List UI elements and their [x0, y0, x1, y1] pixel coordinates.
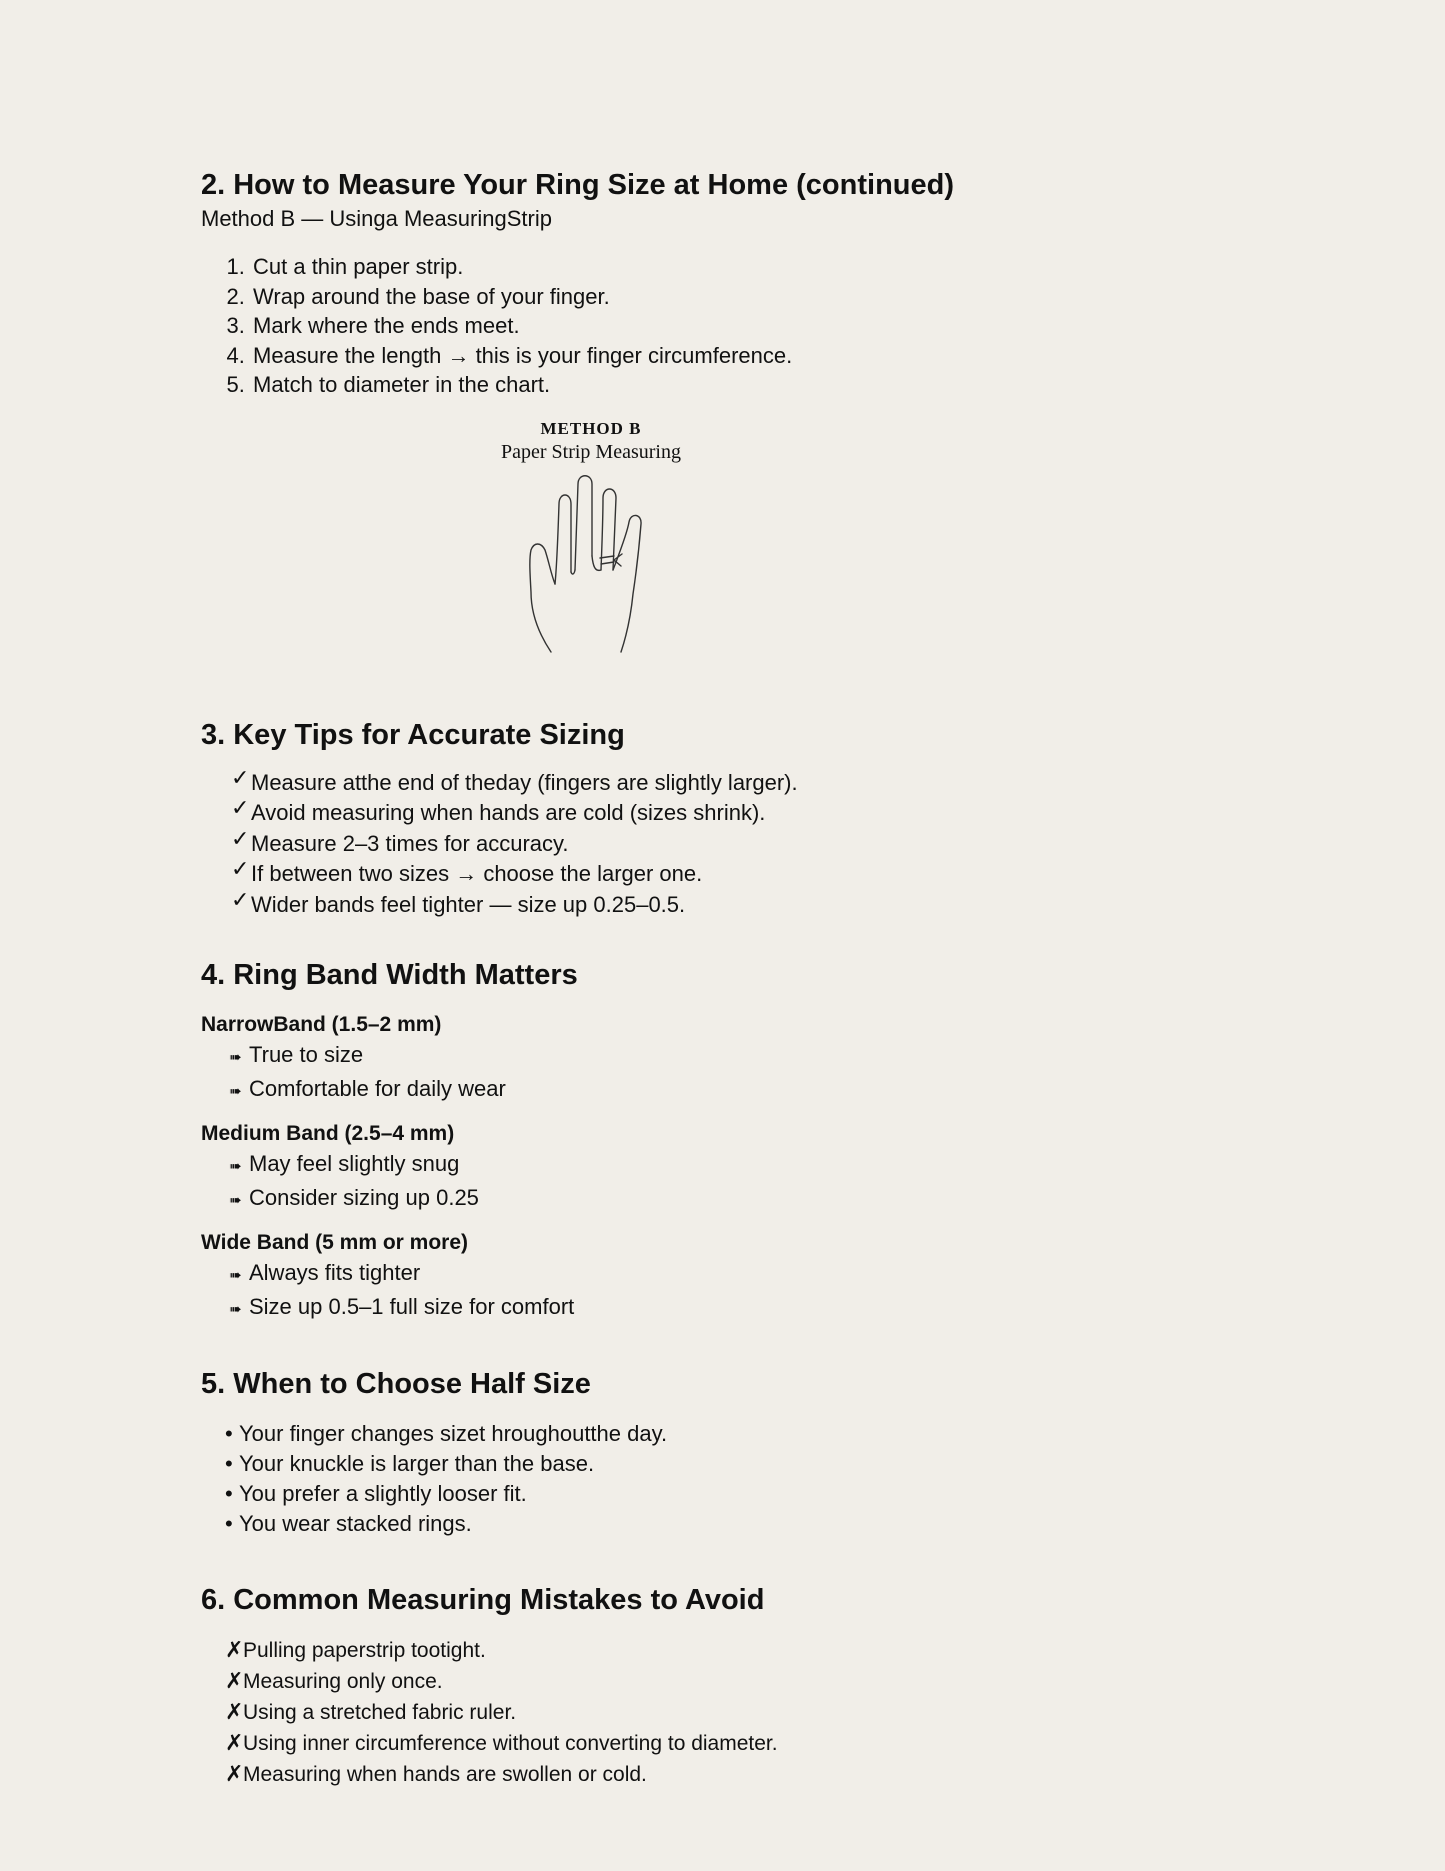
- section-4-title: 4. Ring Band Width Matters: [201, 959, 578, 991]
- band-point: Size up 0.5–1 full size for comfort: [249, 1293, 575, 1319]
- arrow-icon: ➠: [229, 1300, 242, 1318]
- checkmark-icon: ✓: [231, 795, 250, 820]
- figure-subtitle: Paper Strip Measuring: [501, 440, 681, 463]
- medium-band-heading: Medium Band (2.5–4 mm): [201, 1122, 455, 1145]
- item-text: Measuring only once.: [243, 1670, 443, 1693]
- method-b-figure: [401, 418, 781, 654]
- bullet-icon: •: [225, 1511, 233, 1536]
- list-item: [231, 795, 1241, 829]
- section-5-title: 5. When to Choose Half Size: [201, 1368, 591, 1400]
- bullet-icon: •: [225, 1451, 233, 1476]
- item-text: Pulling paperstrip tootight.: [243, 1639, 486, 1662]
- band-point: May feel slightly snug: [249, 1151, 460, 1176]
- section-6-title: 6. Common Measuring Mistakes to Avoid: [201, 1584, 765, 1616]
- tip-text: Wider bands feel tighter — size up 0.25–0.5.: [251, 891, 686, 917]
- list-item: [225, 1635, 1241, 1666]
- cross-mark-icon: ✗: [225, 1668, 244, 1693]
- section-3: [201, 716, 1241, 921]
- hand-illustration-icon: [521, 474, 661, 654]
- wide-band-heading: Wide Band (5 mm or more): [201, 1231, 469, 1254]
- arrow-icon: ➠: [229, 1267, 242, 1284]
- checkmark-icon: ✓: [231, 764, 250, 790]
- tip-text: Measure atthe end of theday (fingers are slightly larger).: [251, 769, 798, 795]
- list-item: 3. Mark where the ends meet.: [251, 311, 1241, 341]
- list-item: [229, 1258, 1241, 1292]
- method-b-subtitle: Method B — Usinga MeasuringStrip: [201, 206, 552, 231]
- section-3-title: 3. Key Tips for Accurate Sizing: [201, 718, 625, 751]
- mistakes-list: [201, 1635, 1241, 1790]
- narrow-band-heading: NarrowBand (1.5–2 mm): [201, 1013, 442, 1036]
- band-point: Consider sizing up 0.25: [249, 1184, 479, 1210]
- list-item: [229, 1074, 1241, 1108]
- arrow-icon: ➠: [229, 1049, 242, 1066]
- list-item: [225, 1728, 1241, 1759]
- half-size-list: [201, 1419, 1241, 1539]
- list-item: [225, 1449, 1241, 1479]
- bullet-icon: •: [225, 1421, 233, 1446]
- document-content: [201, 166, 1241, 1790]
- item-text: You prefer a slightly looser fit.: [239, 1481, 527, 1506]
- section-6: [201, 1581, 1241, 1790]
- list-item: 5. Match to diameter in the chart.: [251, 370, 1241, 400]
- list-item: [229, 1183, 1241, 1217]
- band-point: Always fits tighter: [249, 1260, 421, 1285]
- item-text: Your finger changes sizet hroughoutthe day.: [239, 1421, 668, 1446]
- section-4: [201, 956, 1241, 1325]
- tip-text: If between two sizes → choose the larger one.: [251, 861, 703, 886]
- list-item: [225, 1419, 1241, 1449]
- checkmark-icon: ✓: [231, 886, 250, 912]
- checkmark-icon: ✓: [231, 856, 250, 881]
- tips-list: [201, 764, 1241, 921]
- list-item: [231, 825, 1241, 860]
- cross-mark-icon: ✗: [225, 1761, 244, 1786]
- list-item: [229, 1040, 1241, 1074]
- arrow-icon: ➠: [229, 1158, 242, 1175]
- item-text: You wear stacked rings.: [239, 1511, 472, 1536]
- list-item: 1. Cut a thin paper strip.: [251, 252, 1241, 282]
- arrow-icon: ➠: [229, 1191, 242, 1209]
- figure-title: METHOD B: [540, 418, 642, 438]
- cross-mark-icon: ✗: [225, 1699, 244, 1724]
- cross-mark-icon: ✗: [225, 1637, 244, 1662]
- section-2-title: 2. How to Measure Your Ring Size at Home (continued): [201, 169, 955, 201]
- list-item: 2. Wrap around the base of your finger.: [251, 282, 1241, 312]
- item-text: Your knuckle is larger than the base.: [239, 1451, 595, 1476]
- band-point: Comfortable for daily wear: [249, 1075, 506, 1101]
- list-item: [225, 1697, 1241, 1728]
- band-point: True to size: [249, 1042, 364, 1067]
- arrow-icon: ➠: [229, 1082, 242, 1100]
- section-5: [201, 1365, 1241, 1539]
- list-item: 4. Measure the length → this is your finger circumference.: [251, 341, 1241, 371]
- list-item: [231, 856, 1241, 890]
- list-item: [231, 886, 1241, 921]
- list-item: [229, 1149, 1241, 1183]
- list-item: [231, 764, 1241, 799]
- list-item: [225, 1759, 1241, 1790]
- list-item: [225, 1479, 1241, 1509]
- item-text: Measuring when hands are swollen or cold.: [243, 1763, 647, 1786]
- bullet-icon: •: [225, 1481, 233, 1506]
- list-item: [225, 1509, 1241, 1539]
- item-text: Using a stretched fabric ruler.: [243, 1701, 517, 1724]
- tip-text: Avoid measuring when hands are cold (sizes shrink).: [251, 800, 766, 825]
- tip-text: Measure 2–3 times for accuracy.: [251, 830, 569, 856]
- list-item: [225, 1666, 1241, 1697]
- measuring-steps-list: [201, 252, 1241, 400]
- cross-mark-icon: ✗: [225, 1730, 244, 1755]
- list-item: [229, 1292, 1241, 1326]
- wide-band-points: [201, 1258, 1241, 1325]
- checkmark-icon: ✓: [231, 825, 250, 851]
- medium-band-points: [201, 1149, 1241, 1216]
- narrow-band-points: [201, 1040, 1241, 1107]
- item-text: Using inner circumference without converting to diameter.: [243, 1732, 778, 1755]
